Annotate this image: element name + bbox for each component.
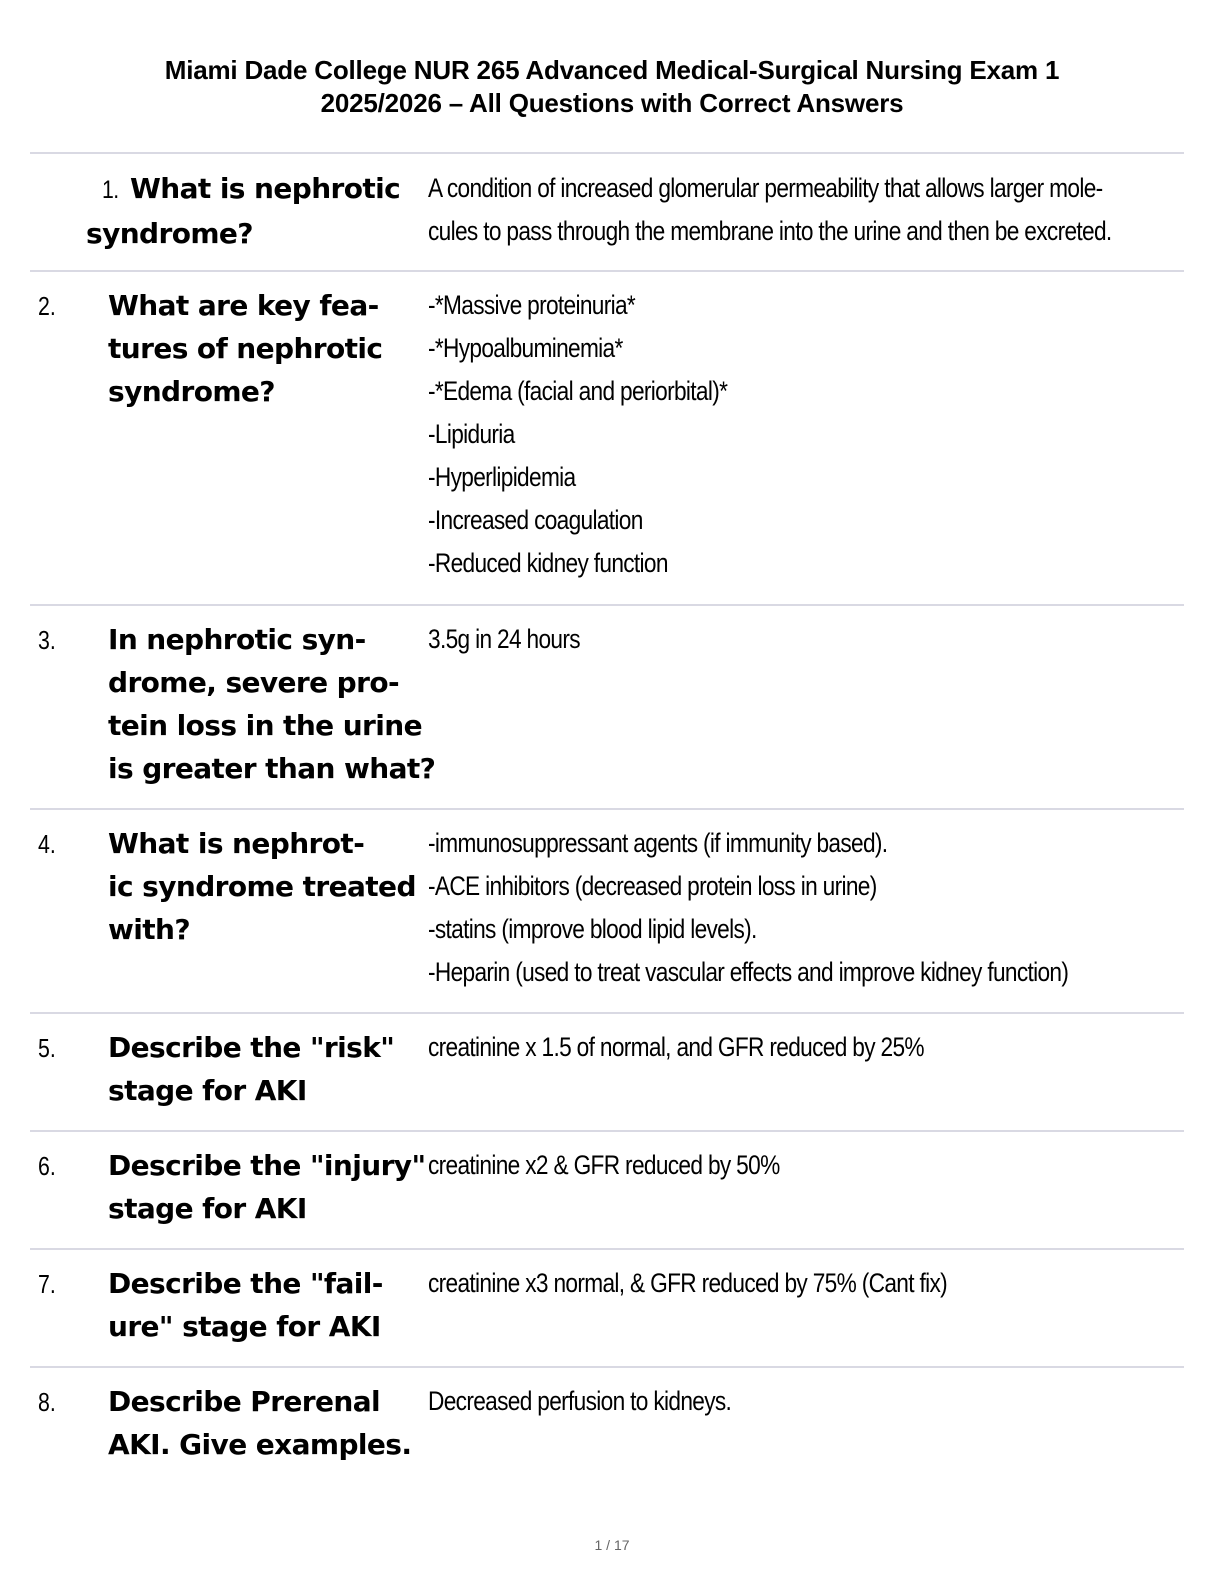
answer-5 — [428, 1026, 1083, 1069]
answer-line: -*Hypoalbuminemia* — [428, 333, 623, 363]
document-title — [40, 54, 1184, 120]
row-divider — [30, 1012, 1184, 1014]
answer-line: -Heparin (used to treat vascular effects and improve kidney function) — [428, 957, 1069, 987]
question-7 — [108, 1262, 430, 1348]
question-number: 1. — [102, 176, 119, 204]
answer-line: -Hyperlipidemia — [428, 462, 576, 492]
answer-line: creatinine x3 normal, & GFR reduced by 75% (Cant fix) — [428, 1268, 948, 1298]
row-divider — [30, 808, 1184, 810]
question-line: Describe the "fail- — [108, 1267, 383, 1300]
question-line: In nephrotic syn- — [108, 623, 366, 656]
question-line: What is nephrotic — [129, 172, 401, 205]
answer-7 — [428, 1262, 1083, 1305]
question-line: ure" stage for AKI — [108, 1310, 381, 1343]
answer-line: -Reduced kidney function — [428, 548, 668, 578]
question-line: stage for AKI — [108, 1074, 307, 1107]
row-divider — [30, 1366, 1184, 1368]
question-6 — [108, 1144, 430, 1230]
question-number: 6. — [38, 1151, 56, 1181]
document-title-line-1: Miami Dade College NUR 265 Advanced Medical-Surgical Nursing Exam 1 — [164, 55, 1060, 85]
question-5 — [108, 1026, 430, 1112]
question-line: What is nephrot- — [108, 827, 365, 860]
question-number: 5. — [38, 1033, 56, 1063]
answer-line: -ACE inhibitors (decreased protein loss in urine) — [428, 871, 877, 901]
answer-line: -Lipiduria — [428, 419, 515, 449]
answer-4 — [428, 822, 1083, 994]
answer-line: -*Massive proteinuria* — [428, 290, 636, 320]
question-8 — [108, 1380, 430, 1466]
row-divider — [30, 604, 1184, 606]
answer-line: -Increased coagulation — [428, 505, 643, 535]
question-line: stage for AKI — [108, 1192, 307, 1225]
question-line: Describe Prerenal — [108, 1385, 381, 1418]
question-line: syndrome? — [108, 375, 275, 408]
answer-6 — [428, 1144, 1083, 1187]
row-divider — [30, 1130, 1184, 1132]
question-line: tein loss in the urine — [108, 709, 422, 742]
question-line: tures of nephrotic — [108, 332, 383, 365]
question-line: What are key fea- — [108, 289, 379, 322]
answer-line: cules to pass through the membrane into the urine and then be excreted. — [428, 216, 1112, 246]
answer-3 — [428, 618, 1083, 661]
document-title-line-2: 2025/2026 – All Questions with Correct Answers — [320, 88, 904, 118]
question-line: Describe the "risk" — [108, 1031, 395, 1064]
question-line: AKI. Give examples. — [108, 1428, 412, 1461]
answer-line: 3.5g in 24 hours — [428, 624, 580, 654]
question-line: Describe the "injury" — [108, 1149, 426, 1182]
row-divider — [30, 152, 1184, 154]
question-number: 3. — [38, 625, 56, 655]
question-line: ic syndrome treated — [108, 870, 416, 903]
answer-line: Decreased perfusion to kidneys. — [428, 1386, 732, 1416]
question-4 — [108, 822, 430, 951]
question-1 — [86, 167, 416, 255]
answer-line: creatinine x 1.5 of normal, and GFR reduced by 25% — [428, 1032, 924, 1062]
question-number: 7. — [38, 1269, 56, 1299]
row-divider — [30, 1248, 1184, 1250]
answer-line: -statins (improve blood lipid levels). — [428, 914, 757, 944]
question-2 — [108, 284, 430, 413]
answer-8 — [428, 1380, 1083, 1423]
answer-2 — [428, 284, 1083, 585]
question-line: syndrome? — [86, 217, 253, 250]
question-line: with? — [108, 913, 191, 946]
question-number: 8. — [38, 1387, 56, 1417]
answer-1 — [428, 167, 1112, 253]
answer-line: -*Edema (facial and periorbital)* — [428, 376, 728, 406]
question-line: is greater than what? — [108, 752, 436, 785]
row-divider — [30, 270, 1184, 272]
question-number: 4. — [38, 829, 56, 859]
question-number: 2. — [38, 291, 56, 321]
answer-line: creatinine x2 & GFR reduced by 50% — [428, 1150, 780, 1180]
page-indicator: 1 / 17 — [594, 1537, 630, 1553]
answer-line: A condition of increased glomerular permeability that allows larger mole- — [428, 173, 1103, 203]
question-3 — [108, 618, 436, 790]
question-line: drome, severe pro- — [108, 666, 399, 699]
answer-line: -immunosuppressant agents (if immunity based). — [428, 828, 888, 858]
